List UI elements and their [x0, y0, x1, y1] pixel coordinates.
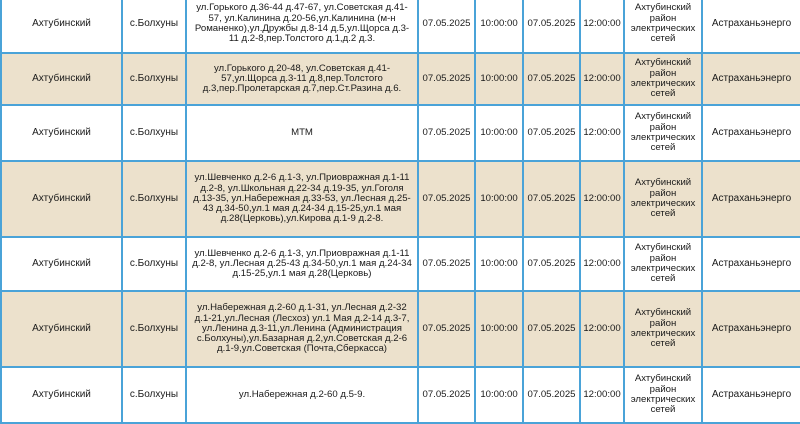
start-date-cell: 07.05.2025: [418, 161, 475, 237]
table-body: [1, 0, 800, 423]
start-time-cell: 10:00:00: [475, 0, 523, 53]
address-cell: ул.Набережная д.2-60 д.5-9.: [186, 367, 418, 423]
locality-cell: с.Болхуны: [122, 237, 186, 291]
start-time-cell: 10:00:00: [475, 367, 523, 423]
locality-cell: с.Болхуны: [122, 0, 186, 53]
table-row: [1, 161, 800, 237]
end-date-cell: 07.05.2025: [523, 0, 580, 53]
table-row: [1, 237, 800, 291]
company-cell: Астраханьэнерго: [702, 291, 800, 367]
end-time-cell: 12:00:00: [580, 105, 624, 161]
table-row: [1, 367, 800, 423]
district-cell: Ахтубинский: [1, 367, 122, 423]
end-date-cell: 07.05.2025: [523, 53, 580, 105]
company-cell: Астраханьэнерго: [702, 105, 800, 161]
start-date-cell: 07.05.2025: [418, 0, 475, 53]
start-date-cell: 07.05.2025: [418, 291, 475, 367]
network-cell: Ахтубинский район электрических сетей: [624, 53, 702, 105]
start-date-cell: 07.05.2025: [418, 53, 475, 105]
start-date-cell: 07.05.2025: [418, 367, 475, 423]
end-time-cell: 12:00:00: [580, 237, 624, 291]
end-time-cell: 12:00:00: [580, 0, 624, 53]
district-cell: Ахтубинский: [1, 53, 122, 105]
start-time-cell: 10:00:00: [475, 53, 523, 105]
network-cell: Ахтубинский район электрических сетей: [624, 105, 702, 161]
start-date-cell: 07.05.2025: [418, 237, 475, 291]
company-cell: Астраханьэнерго: [702, 237, 800, 291]
table-row: [1, 0, 800, 53]
network-cell: Ахтубинский район электрических сетей: [624, 161, 702, 237]
locality-cell: с.Болхуны: [122, 105, 186, 161]
district-cell: Ахтубинский: [1, 0, 122, 53]
table-row: [1, 105, 800, 161]
start-time-cell: 10:00:00: [475, 161, 523, 237]
address-cell: ул.Шевченко д.2-6 д.1-3, ул.Приовражная д.1-11 д.2-8, ул.Лесная д.25-43 д.34-50,ул.1 мая д.24-34 д.15-25,ул.1 мая д.28(Церковь): [186, 237, 418, 291]
start-time-cell: 10:00:00: [475, 291, 523, 367]
address-cell: ул.Шевченко д.2-6 д.1-3, ул.Приовражная д.1-11 д.2-8, ул.Школьная д.22-34 д.19-35, ул.Гоголя д.13-35, ул.Набережная д.33-53, ул.Лесная д.25-43 д.34-50,ул.1 мая д.24-34 д.15-25,ул.1 мая д.28(Церковь),ул.Кирова д.1-9 д.2-8.: [186, 161, 418, 237]
address-cell: ул.Горького д.20-48, ул.Советская д.41-57,ул.Щорса д.3-11 д.8,пер.Толстого д.3,пер.Пролетарская д.7,пер.Ст.Разина д.6.: [186, 53, 418, 105]
end-time-cell: 12:00:00: [580, 291, 624, 367]
company-cell: Астраханьэнерго: [702, 367, 800, 423]
district-cell: Ахтубинский: [1, 105, 122, 161]
network-cell: Ахтубинский район электрических сетей: [624, 291, 702, 367]
network-cell: Ахтубинский район электрических сетей: [624, 237, 702, 291]
locality-cell: с.Болхуны: [122, 367, 186, 423]
end-date-cell: 07.05.2025: [523, 291, 580, 367]
end-time-cell: 12:00:00: [580, 53, 624, 105]
network-cell: Ахтубинский район электрических сетей: [624, 0, 702, 53]
end-date-cell: 07.05.2025: [523, 161, 580, 237]
start-time-cell: 10:00:00: [475, 237, 523, 291]
address-cell: ул.Горького д.36-44 д.47-67, ул.Советская д.41-57, ул.Калинина д.20-56,ул.Калинина (м-н Романенко),ул.Дружбы д.8-14 д.5,ул.Щорса д.3-11 д.2-8,пер.Толстого д.1,д.2 д.3.: [186, 0, 418, 53]
company-cell: Астраханьэнерго: [702, 53, 800, 105]
district-cell: Ахтубинский: [1, 237, 122, 291]
locality-cell: с.Болхуны: [122, 291, 186, 367]
locality-cell: с.Болхуны: [122, 53, 186, 105]
address-cell: МТМ: [186, 105, 418, 161]
end-date-cell: 07.05.2025: [523, 367, 580, 423]
table-row: [1, 291, 800, 367]
company-cell: Астраханьэнерго: [702, 161, 800, 237]
network-cell: Ахтубинский район электрических сетей: [624, 367, 702, 423]
end-date-cell: 07.05.2025: [523, 237, 580, 291]
company-cell: Астраханьэнерго: [702, 0, 800, 53]
locality-cell: с.Болхуны: [122, 161, 186, 237]
district-cell: Ахтубинский: [1, 161, 122, 237]
end-time-cell: 12:00:00: [580, 367, 624, 423]
district-cell: Ахтубинский: [1, 291, 122, 367]
end-time-cell: 12:00:00: [580, 161, 624, 237]
start-time-cell: 10:00:00: [475, 105, 523, 161]
table-row: [1, 53, 800, 105]
start-date-cell: 07.05.2025: [418, 105, 475, 161]
address-cell: ул.Набережная д.2-60 д.1-31, ул.Лесная д.2-32 д.1-21,ул.Лесная (Лесхоз) ул.1 Мая д.2-14 д.3-7, ул.Ленина д.3-11,ул.Ленина (Администрация с.Болхуны),ул.Базарная д.2,ул.Советская д.2-6 д.1-9,ул.Советская (Почта,Сберкасса): [186, 291, 418, 367]
end-date-cell: 07.05.2025: [523, 105, 580, 161]
